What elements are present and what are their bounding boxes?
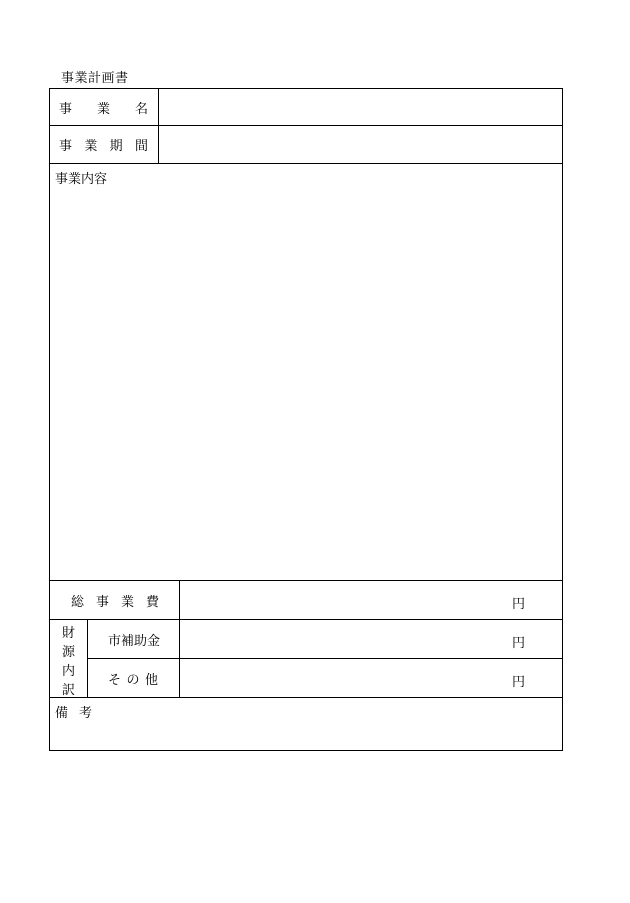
row-divider [50,697,562,698]
column-divider [179,580,180,697]
document-title: 事業計画書 [61,71,129,86]
remarks-label: 備 考 [55,705,92,721]
project-period-label: 事 業 期 間 [59,139,148,154]
project-name-field[interactable] [165,89,555,125]
business-plan-form [49,88,563,751]
project-name-label: 事 業 名 [59,101,148,117]
total-cost-yen-unit: 円 [512,597,526,612]
total-cost-label: 総 事 業 費 [71,594,159,610]
funding-breakdown-label: 財 源 内 訳 [61,626,75,698]
city-subsidy-label: 市補助金 [108,633,161,649]
other-field[interactable] [186,659,496,697]
column-divider [87,619,88,697]
other-label: そ の 他 [108,672,158,688]
remarks-field[interactable] [100,701,555,745]
column-divider [158,89,159,163]
row-divider [50,163,562,164]
city-subsidy-field[interactable] [186,620,496,658]
city-subsidy-yen-unit: 円 [512,636,526,651]
project-content-field[interactable] [55,189,555,574]
other-yen-unit: 円 [512,675,526,690]
project-content-label: 事業内容 [55,171,108,187]
total-cost-field[interactable] [186,581,496,619]
project-period-field[interactable] [165,126,555,163]
